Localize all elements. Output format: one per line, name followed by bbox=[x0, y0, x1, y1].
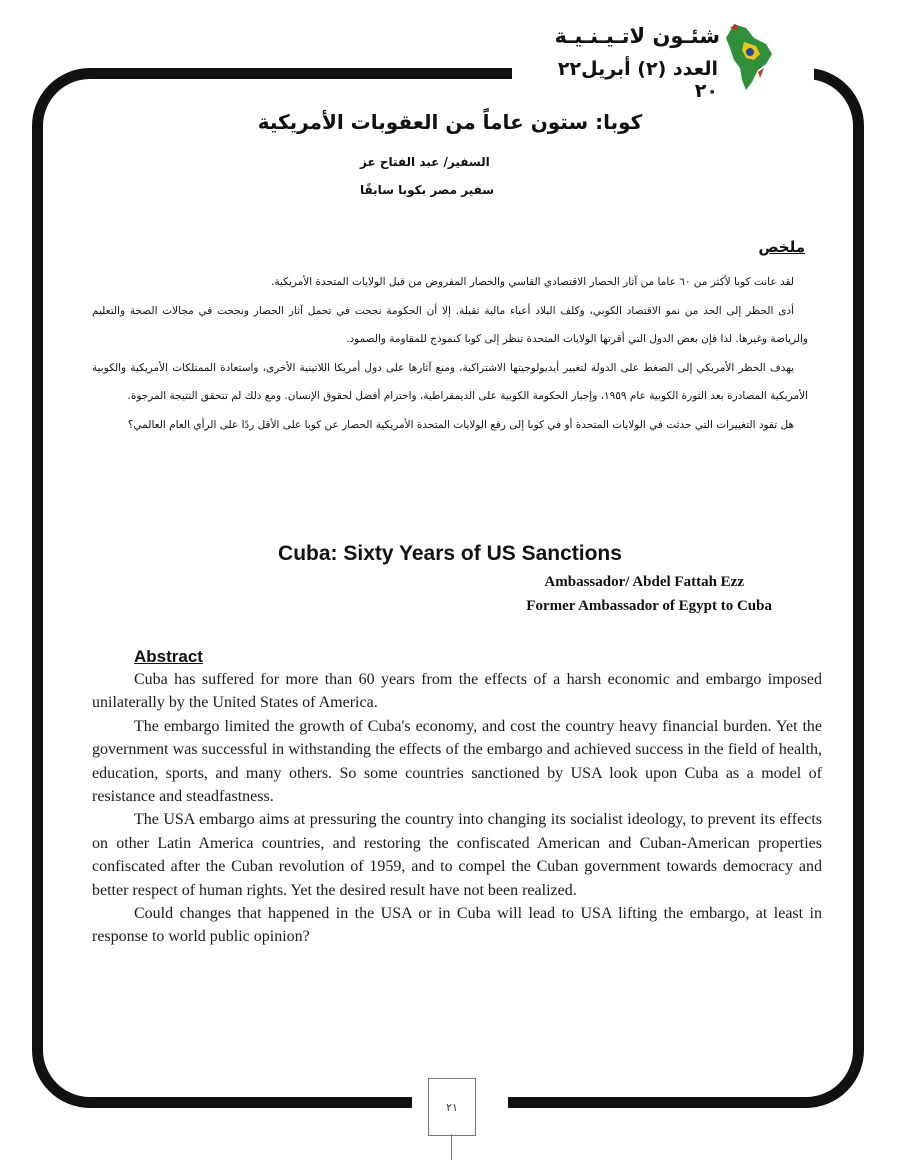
issue-info: العدد (٢) أبريل٢٢ ٢٠ bbox=[557, 58, 718, 102]
arabic-title: كوبا: ستون عاماً من العقوبات الأمريكية bbox=[257, 110, 643, 134]
journal-name: شئـون لاتـيـنـيـة bbox=[554, 24, 720, 48]
journal-header bbox=[540, 20, 776, 102]
arabic-affiliation: سفير مصر بكوبا سابقًا bbox=[360, 183, 495, 197]
arabic-abstract bbox=[92, 268, 808, 439]
english-author: Ambassador/ Abdel Fattah Ezz bbox=[544, 574, 744, 590]
english-abstract bbox=[92, 668, 822, 949]
arabic-paragraph: يهدف الحظر الأمريكي إلى الضغط على الدولة لتغيير أيديولوجيتها الاشتراكية، ومنع آثارها على دول أمريكا اللاتينية الأخرى، واستعادة الممتلكات الأمريكية والكوبية الأمريكية المصادرة بعد الثورة الكوبية عام ١٩٥٩، وإجبار الحكومة الكوبية على الديمقراطية، واحترام أفضل لحقوق الإنسان. ومع ذلك لم تتحقق النتيجة المرجوة. bbox=[92, 361, 808, 402]
arabic-paragraph: أدى الحظر إلى الحد من نمو الاقتصاد الكوبي، وكلف البلاد أعباء مالية ثقيلة. إلا أن الحكومة نجحت في تحمل آثار الحصار ونجحت في مجالات الصحة والتعليم والرياضة وغيرها. لذا فإن بعض الدول التي أقرتها الولايات المتحدة تنظر إلى كوبا كنموذج للمقاومة والصمود. bbox=[92, 304, 808, 345]
english-paragraph: Could changes that happened in the USA or in Cuba will lead to USA lifting the embargo, at least in response to world public opinion? bbox=[92, 905, 822, 946]
english-paragraph: The embargo limited the growth of Cuba's economy, and cost the country heavy financial burden. Yet the government was successful in withstanding the effects of the embargo and achieved success in the field of health, education, sports, and many others. So some countries sanctioned by USA look upon Cuba as a model of resistance and steadfastness. bbox=[92, 717, 822, 806]
english-paragraph: The USA embargo aims at pressuring the country into changing its socialist ideology, to prevent its effects on other Latin America countries, and restoring the confiscated American and Cuban-American properties confiscated after the Cuban revolution of 1959, and to compel the Cuban government towards democracy and better respect of human rights. Yet the desired result have not been realized. bbox=[92, 811, 822, 899]
page-number: ٢١ bbox=[428, 1078, 476, 1136]
page-number-stem bbox=[451, 1134, 452, 1160]
arabic-paragraph: هل تقود التغييرات التي حدثت في الولايات المتحدة أو في كوبا إلى رفع الولايات المتحدة الأمريكية الحصار عن كوبا على الأقل ردًا على الرأي العام العالمي؟ bbox=[127, 418, 794, 431]
arabic-abstract-heading: ملخص bbox=[758, 238, 805, 256]
english-abstract-heading: Abstract bbox=[134, 647, 203, 666]
english-affiliation: Former Ambassador of Egypt to Cuba bbox=[526, 598, 772, 614]
latin-america-map-icon bbox=[720, 20, 776, 92]
english-paragraph: Cuba has suffered for more than 60 years from the effects of a harsh economic and embargo imposed unilaterally by the United States of America. bbox=[92, 671, 822, 712]
arabic-paragraph: لقد عانت كوبا لأكثر من ٦٠ عاما من آثار الحصار الاقتصادي القاسي والحصار المفروض من قبل الولايات المتحدة الأمريكية. bbox=[271, 276, 794, 288]
arabic-author: السفير/ عبد الفتاح عز bbox=[360, 155, 490, 169]
english-title: Cuba: Sixty Years of US Sanctions bbox=[278, 542, 622, 565]
